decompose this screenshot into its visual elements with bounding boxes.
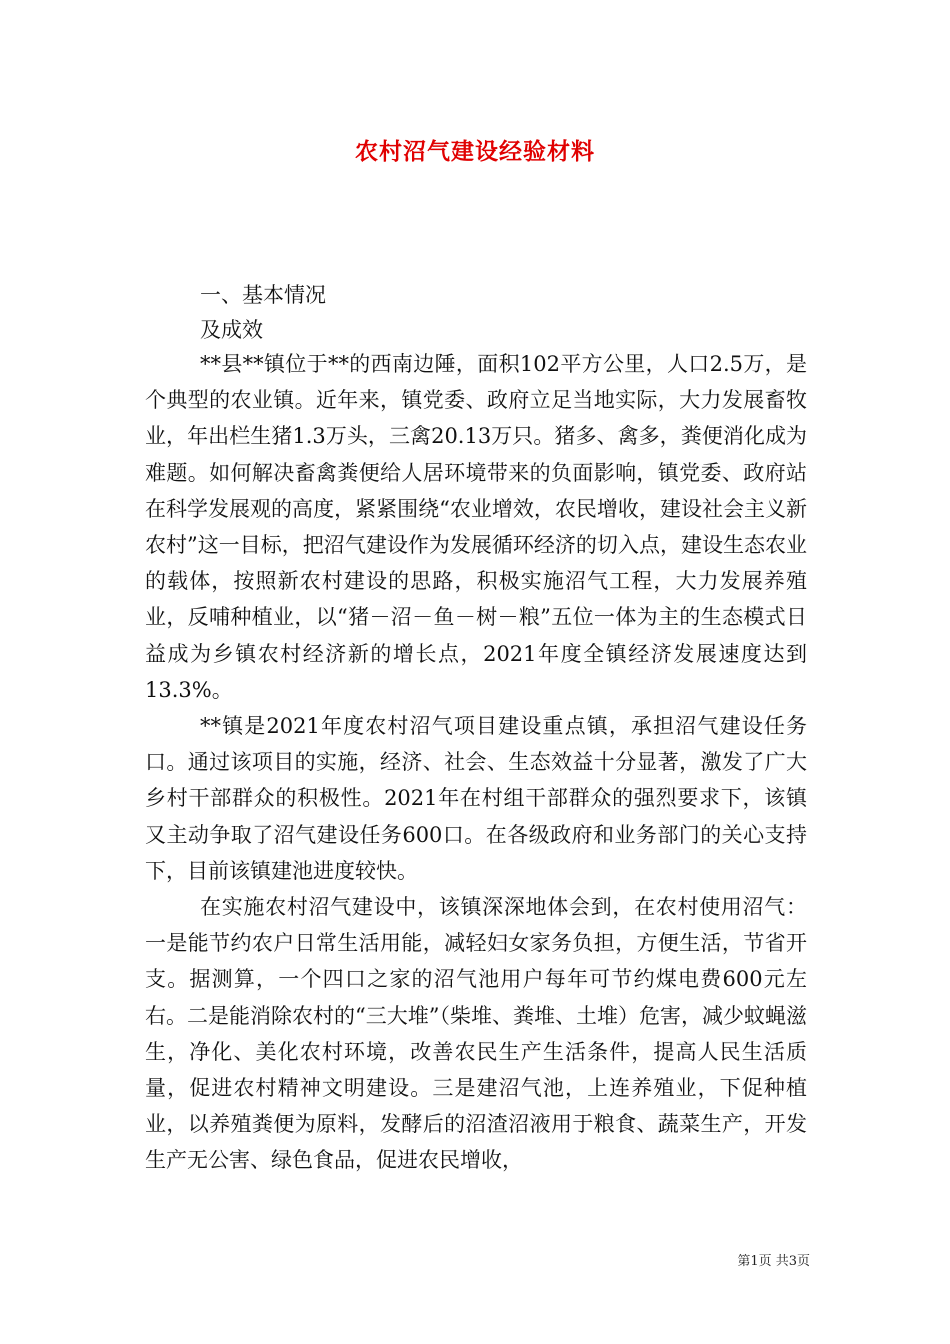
- page-footer: 第1页 共3页: [737, 1254, 810, 1269]
- paragraph-3: 在实施农村沼气建设中，该镇深深地体会到，在农村使用沼气：一是能节约农户日常生活用能，减轻妇女家务负担，方便生活，节省开支。据测算，一个四口之家的沼气池用户每年可节约煤电费600元左右。二是能消除农村的“三大堆”（柴堆、粪堆、土堆）危害，减少蚊蝇滋生，净化、美化农村环境，改善农民生产生活条件，提高人民生活质量，促进农村精神文明建设。三是建沼气池，上连养殖业，下促种植业，以养殖粪便为原料，发酵后的沼渣沼液用于粮食、蔬菜生产，开发生产无公害、绿色食品，促进农民增收，: [145, 895, 807, 1173]
- document-title: 农村沼气建设经验材料: [355, 138, 595, 165]
- paragraph-1: **县**镇位于**的西南边陲，面积102平方公里，人口2.5万，是个典型的农业镇。近年来，镇党委、政府立足当地实际，大力发展畜牧业，年出栏生猪1.3万头，三禽20.13万只。猪多、禽多，粪便消化成为难题。如何解决畜禽粪便给人居环境带来的负面影响，镇党委、政府站在科学发展观的高度，紧紧围绕“农业增效，农民增收，建设社会主义新农村”这一目标，把沼气建设作为发展循环经济的切入点，建设生态农业的载体，按照新农村建设的思路，积极实施沼气工程，大力发展养殖业，反哺种植业，以“猪－沼－鱼－树－粮”五位一体为主的生态模式日益成为乡镇农村经济新的增长点，2021年度全镇经济发展速度达到13.3%。: [145, 352, 807, 702]
- body-text: [145, 346, 807, 1179]
- section-heading-continued: 及成效: [200, 318, 263, 342]
- paragraph-2: **镇是2021年度农村沼气项目建设重点镇，承担沼气建设任务口。通过该项目的实施，经济、社会、生态效益十分显著，激发了广大乡村干部群众的积极性。2021年在村组干部群众的强烈要求下，该镇又主动争取了沼气建设任务600口。在各级政府和业务部门的关心支持下，目前该镇建池进度较快。: [145, 714, 807, 883]
- section-heading: 一、基本情况: [200, 283, 326, 307]
